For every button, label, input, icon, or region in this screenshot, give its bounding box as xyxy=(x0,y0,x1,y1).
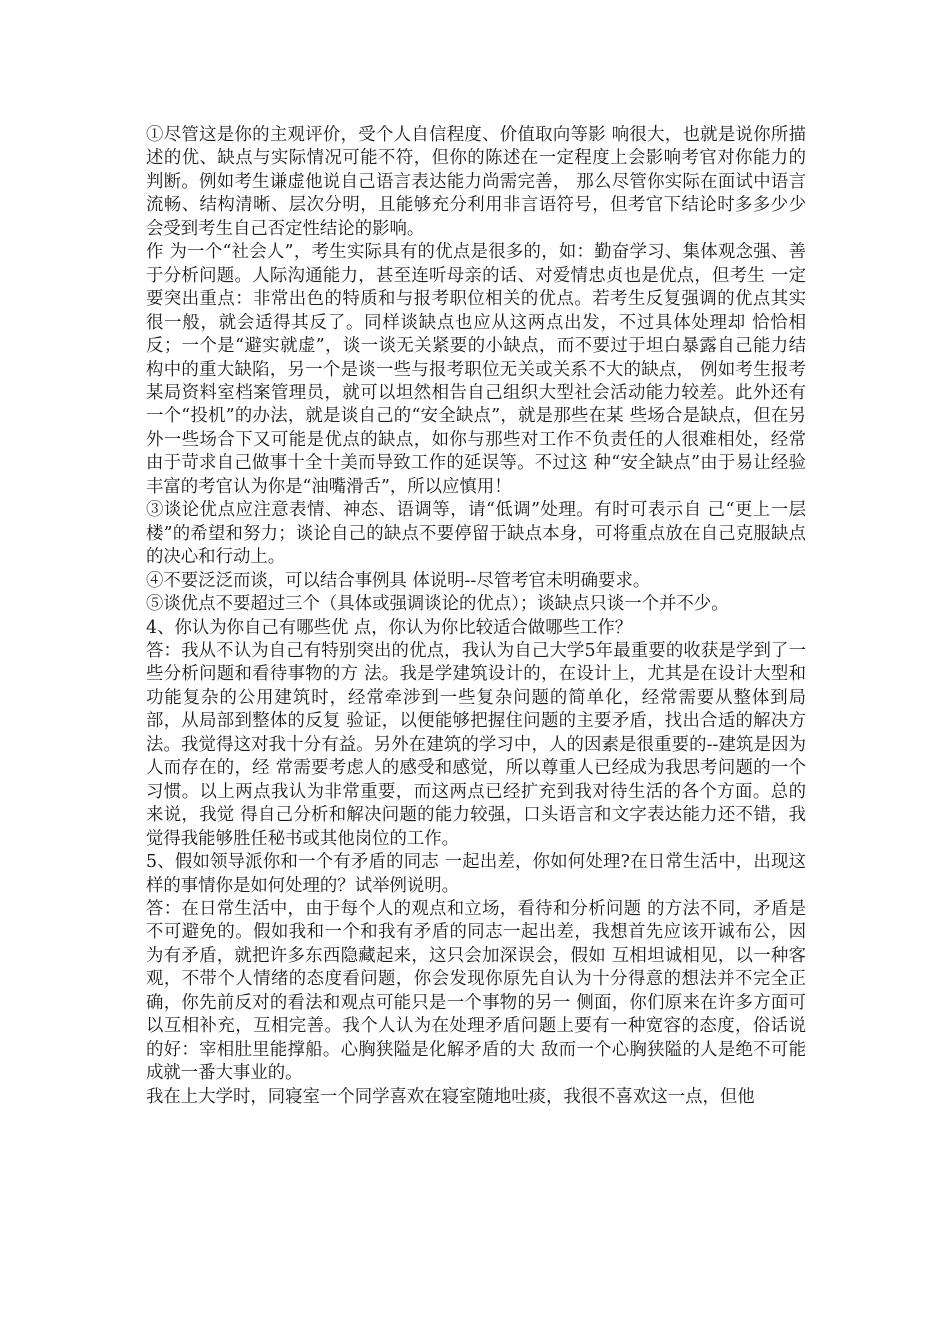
paragraph-4: ④不要泛泛而谈，可以结合事例具 体说明--尽管考官未明确要求。 xyxy=(146,570,651,591)
paragraph-3: ③谈论优点应注意表情、神态、语调等，请“低调”处理。有时可表示自 己“更上一层楼”的希望和努力；谈论自己的缺点不要停留于缺点本身，可将重点放在自己克服缺点的决心和行动上。 xyxy=(146,500,806,568)
paragraph-1: ①尽管这是你的主观评价，受个人自信程度、价值取向等影 响很大，也就是说你所描述的优、缺点与实际情况可能不符，但你的陈述在一定程度上会影响考官对你能力的判断。例如考生谦虚他说自己语言表达能力尚需完善， 那么尽管你实际在面试中语言流畅、结构清晰、层次分明，且能够充分利用非言语符号，但考官下结论时多多少少会受到考生自己否定性结论的影响。 xyxy=(146,125,806,239)
question-4: 4、你认为你自己有哪些优 点，你认为你比较适合做哪些工作？ xyxy=(146,617,633,638)
paragraph-2: 作 为一个“社会人”，考生实际具有的优点是很多的，如：勤奋学习、集体观念强、善于分析问题。人际沟通能力，甚至连听母亲的话、对爱情忠贞也是优点，但考生 一定要突出重点：非常出色的特质和与报考职位相关的优点。若考生反复强调的优点其实很一般，就会适得其反了。同样谈缺点也应从这两点出发，不过具体处理却 恰恰相反；一个是“避实就虚”，谈一谈无关紧要的小缺点，而不要过于坦白暴露自己能力结构中的重大缺陷，另一个是谈一些与报考职位无关或关系不大的缺点， 例如考生报考某局资料室档案管理员，就可以坦然相告自己组织大型社会活动能力较差。此外还有一个“投机”的办法，就是谈自己的“安全缺点”，就是那些在某 些场合是缺点，但在另外一些场合下又可能是优点的缺点，如你与那些对工作不负责任的人很难相处，经常由于苛求自己做事十全十美而导致工作的延误等。不过这 种“安全缺点”由于易让经验丰富的考官认为你是“油嘴滑舌”，所以应慎用！ xyxy=(146,242,806,497)
question-5: 5、假如领导派你和一个有矛盾的同志 一起出差，你如何处理?在日常生活中，出现这样的事情你是如何处理的？试举例说明。 xyxy=(146,852,806,896)
answer-5-example: 我在上大学时，同寝室一个同学喜欢在寝室随地吐痰，我很不喜欢这一点，但他 xyxy=(146,1086,755,1107)
answer-4: 答：我从不认为自己有特别突出的优点，我认为自己大学5年最重要的收获是学到了一些分析问题和看待事物的方 法。我是学建筑设计的，在设计上，尤其是在设计大型和功能复杂的公用建筑时，经常牵涉到一些复杂问题的简单化，经常需要从整体到局部，从局部到整体的反复 验证，以便能够把握住问题的主要矛盾，找出合适的解决方法。我觉得这对我十分有益。另外在建筑的学习中，人的因素是很重要的--建筑是因为人而存在的，经 常需要考虑人的感受和感觉，所以尊重人已经成为我思考问题的一个习惯。以上两点我认为非常重要，而这两点已经扩充到我对待生活的各个方面。总的来说，我觉 得自己分析和解决问题的能力较强，口头语言和文字表达能力还不错，我觉得我能够胜任秘书或其他岗位的工作。 xyxy=(146,640,806,849)
paragraph-5: ⑤谈优点不要超过三个（具体或强调谈论的优点）；谈缺点只谈一个并不少。 xyxy=(146,594,729,615)
answer-5: 答：在日常生活中，由于每个人的观点和立场，看待和分析问题 的方法不同，矛盾是不可避免的。假如我和一个和我有矛盾的同志一起出差，我想首先应该开诚布公，因为有矛盾，就把许多东西隐藏起来，这只会加深误会，假如 互相坦诚相见，以一种客观，不带个人情绪的态度看问题，你会发现你原先自认为十分得意的想法并不完全正确，你先前反对的看法和观点可能只是一个事物的另一 侧面，你们原来在许多方面可以互相补充，互相完善。我个人认为在处理矛盾问题上要有一种宽容的态度，俗话说的好：宰相肚里能撑船。心胸狭隘是化解矛盾的大 敌而一个心胸狭隘的人是绝不可能成就一番大事业的。 xyxy=(146,898,806,1084)
document-page xyxy=(146,124,806,1109)
